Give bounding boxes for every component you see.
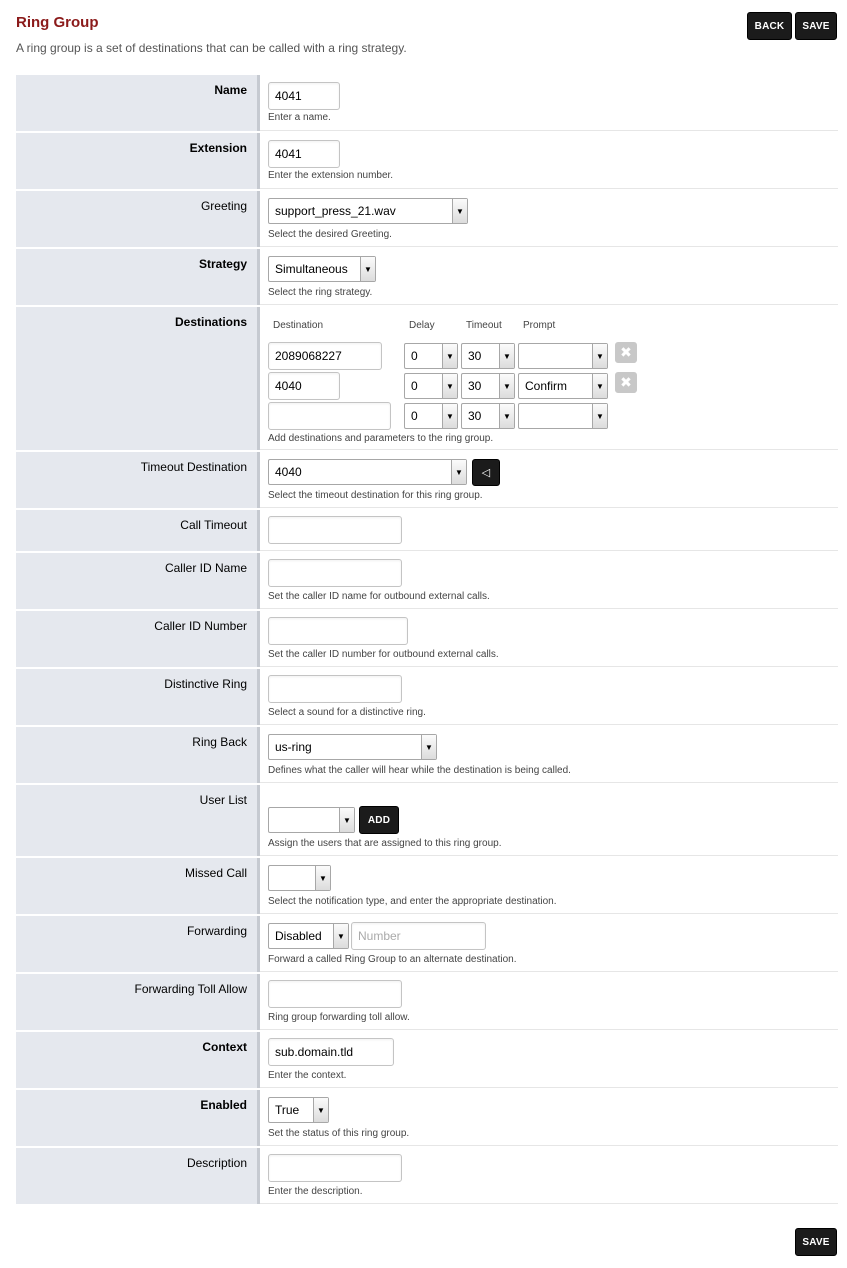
row-forwarding-toll-allow bbox=[16, 974, 838, 1030]
context-input[interactable]: sub.domain.tld bbox=[268, 1038, 394, 1066]
name-help: Enter a name. bbox=[268, 112, 331, 123]
row-destinations bbox=[16, 307, 838, 450]
save-button-bottom[interactable]: SAVE bbox=[795, 1228, 837, 1256]
row-timeout-destination bbox=[16, 452, 838, 508]
destination-input-3[interactable] bbox=[268, 402, 391, 430]
chevron-down-icon: ▼ bbox=[499, 404, 514, 428]
delay-select-3[interactable] bbox=[404, 403, 458, 429]
row-context bbox=[16, 1032, 838, 1088]
description-label: Description bbox=[16, 1148, 260, 1204]
timeout-select-2[interactable] bbox=[461, 373, 515, 399]
chevron-down-icon: ▼ bbox=[592, 374, 607, 398]
strategy-select[interactable] bbox=[268, 256, 376, 282]
chevron-down-icon: ▼ bbox=[442, 344, 457, 368]
extension-help: Enter the extension number. bbox=[268, 170, 394, 181]
user-list-label: User List bbox=[16, 785, 260, 856]
prompt-select-1[interactable] bbox=[518, 343, 608, 369]
forwarding-toll-allow-input[interactable] bbox=[268, 980, 402, 1008]
delay-select-2[interactable] bbox=[404, 373, 458, 399]
missed-call-help: Select the notification type, and enter the appropriate destination. bbox=[268, 896, 557, 907]
row-user-list bbox=[16, 785, 838, 856]
row-strategy bbox=[16, 249, 838, 305]
description-input[interactable] bbox=[268, 1154, 402, 1182]
chevron-down-icon: ▼ bbox=[360, 257, 375, 281]
row-caller-id-number bbox=[16, 611, 838, 667]
save-button[interactable]: SAVE bbox=[795, 12, 837, 40]
remove-destination-2-icon[interactable]: ✖ bbox=[615, 372, 637, 393]
timeout-value-1: 30 bbox=[468, 349, 482, 363]
context-help: Enter the context. bbox=[268, 1070, 347, 1081]
extension-label: Extension bbox=[16, 133, 260, 189]
ring-back-select[interactable] bbox=[268, 734, 437, 760]
timeout-select-3[interactable] bbox=[461, 403, 515, 429]
destinations-label: Destinations bbox=[16, 307, 260, 450]
user-list-help: Assign the users that are assigned to this ring group. bbox=[268, 838, 502, 849]
description-help: Enter the description. bbox=[268, 1186, 363, 1197]
enabled-value: True bbox=[275, 1103, 300, 1117]
forwarding-toll-allow-help: Ring group forwarding toll allow. bbox=[268, 1012, 410, 1023]
strategy-label: Strategy bbox=[16, 249, 260, 305]
missed-call-select[interactable] bbox=[268, 865, 331, 891]
row-description bbox=[16, 1148, 838, 1204]
enabled-select[interactable] bbox=[268, 1097, 329, 1123]
column-destination: Destination bbox=[273, 320, 324, 331]
ring-group-form bbox=[16, 75, 838, 1204]
caller-id-name-label: Caller ID Name bbox=[16, 553, 260, 609]
ring-back-value: us-ring bbox=[275, 740, 312, 754]
back-arrow-icon: ◁ bbox=[481, 467, 491, 479]
strategy-value: Simultaneous bbox=[275, 262, 348, 276]
distinctive-ring-label: Distinctive Ring bbox=[16, 669, 260, 725]
strategy-help: Select the ring strategy. bbox=[268, 287, 373, 298]
timeout-value-3: 30 bbox=[468, 409, 482, 423]
distinctive-ring-help: Select a sound for a distinctive ring. bbox=[268, 707, 426, 718]
row-caller-id-name bbox=[16, 553, 838, 609]
delay-value-1: 0 bbox=[411, 349, 418, 363]
chevron-down-icon: ▼ bbox=[592, 404, 607, 428]
timeout-destination-help: Select the timeout destination for this ring group. bbox=[268, 490, 483, 501]
column-timeout: Timeout bbox=[466, 320, 502, 331]
column-prompt: Prompt bbox=[523, 320, 556, 331]
forwarding-help: Forward a called Ring Group to an alternate destination. bbox=[268, 954, 517, 965]
greeting-help: Select the desired Greeting. bbox=[268, 229, 392, 240]
chevron-down-icon: ▼ bbox=[313, 1098, 328, 1122]
chevron-down-icon: ▼ bbox=[333, 924, 348, 948]
enabled-label: Enabled bbox=[16, 1090, 260, 1146]
context-label: Context bbox=[16, 1032, 260, 1088]
timeout-destination-select[interactable] bbox=[268, 459, 467, 485]
destinations-help: Add destinations and parameters to the ring group. bbox=[268, 433, 494, 444]
delay-select-1[interactable] bbox=[404, 343, 458, 369]
row-call-timeout bbox=[16, 510, 838, 551]
row-forwarding bbox=[16, 916, 838, 972]
row-distinctive-ring bbox=[16, 669, 838, 725]
destination-input-1[interactable]: 2089068227 bbox=[268, 342, 382, 370]
greeting-select[interactable] bbox=[268, 198, 468, 224]
row-ring-back bbox=[16, 727, 838, 783]
greeting-label: Greeting bbox=[16, 191, 260, 247]
forwarding-toll-allow-label: Forwarding Toll Allow bbox=[16, 974, 260, 1030]
caller-id-number-label: Caller ID Number bbox=[16, 611, 260, 667]
greeting-value: support_press_21.wav bbox=[275, 204, 396, 218]
row-greeting bbox=[16, 191, 838, 247]
chevron-down-icon: ▼ bbox=[452, 199, 467, 223]
chevron-down-icon: ▼ bbox=[499, 374, 514, 398]
caller-id-name-input[interactable] bbox=[268, 559, 402, 587]
timeout-select-1[interactable] bbox=[461, 343, 515, 369]
add-user-button[interactable]: ADD bbox=[359, 806, 399, 834]
chevron-down-icon: ▼ bbox=[442, 374, 457, 398]
chevron-down-icon: ▼ bbox=[315, 866, 330, 890]
forwarding-select[interactable] bbox=[268, 923, 349, 949]
chevron-down-icon: ▼ bbox=[421, 735, 436, 759]
prompt-select-2[interactable] bbox=[518, 373, 608, 399]
chevron-down-icon: ▼ bbox=[499, 344, 514, 368]
delay-value-3: 0 bbox=[411, 409, 418, 423]
ring-back-help: Defines what the caller will hear while the destination is being called. bbox=[268, 765, 571, 776]
caller-id-number-input[interactable] bbox=[268, 617, 408, 645]
enabled-help: Set the status of this ring group. bbox=[268, 1128, 410, 1139]
forwarding-label: Forwarding bbox=[16, 916, 260, 972]
ring-back-label: Ring Back bbox=[16, 727, 260, 783]
chevron-down-icon: ▼ bbox=[442, 404, 457, 428]
timeout-destination-value: 4040 bbox=[275, 465, 302, 479]
delay-value-2: 0 bbox=[411, 379, 418, 393]
name-input[interactable]: 4041 bbox=[268, 82, 340, 110]
back-button[interactable]: BACK bbox=[747, 12, 792, 40]
column-delay: Delay bbox=[409, 320, 435, 331]
call-timeout-label: Call Timeout bbox=[16, 510, 260, 551]
chevron-down-icon: ▼ bbox=[592, 344, 607, 368]
row-enabled bbox=[16, 1090, 838, 1146]
destination-input-2[interactable]: 4040 bbox=[268, 372, 340, 400]
page-description: A ring group is a set of destinations that can be called with a ring strategy. bbox=[16, 41, 407, 55]
chevron-down-icon: ▼ bbox=[339, 808, 354, 832]
call-timeout-input[interactable] bbox=[268, 516, 402, 544]
name-label: Name bbox=[16, 75, 260, 131]
forwarding-number-input[interactable]: Number bbox=[351, 922, 486, 950]
page-title: Ring Group bbox=[16, 14, 99, 31]
remove-destination-1-icon[interactable]: ✖ bbox=[615, 342, 637, 363]
row-extension bbox=[16, 133, 838, 189]
timeout-value-2: 30 bbox=[468, 379, 482, 393]
caller-id-number-help: Set the caller ID number for outbound external calls. bbox=[268, 649, 499, 660]
timeout-destination-label: Timeout Destination bbox=[16, 452, 260, 508]
distinctive-ring-input[interactable] bbox=[268, 675, 402, 703]
prompt-value-2: Confirm bbox=[525, 379, 568, 393]
missed-call-label: Missed Call bbox=[16, 858, 260, 914]
user-list-select[interactable] bbox=[268, 807, 355, 833]
forwarding-value: Disabled bbox=[275, 929, 322, 943]
row-name bbox=[16, 75, 838, 131]
back-arrow-button[interactable] bbox=[472, 459, 500, 486]
prompt-select-3[interactable] bbox=[518, 403, 608, 429]
extension-input[interactable]: 4041 bbox=[268, 140, 340, 168]
chevron-down-icon: ▼ bbox=[451, 460, 466, 484]
caller-id-name-help: Set the caller ID name for outbound external calls. bbox=[268, 591, 490, 602]
row-missed-call bbox=[16, 858, 838, 914]
